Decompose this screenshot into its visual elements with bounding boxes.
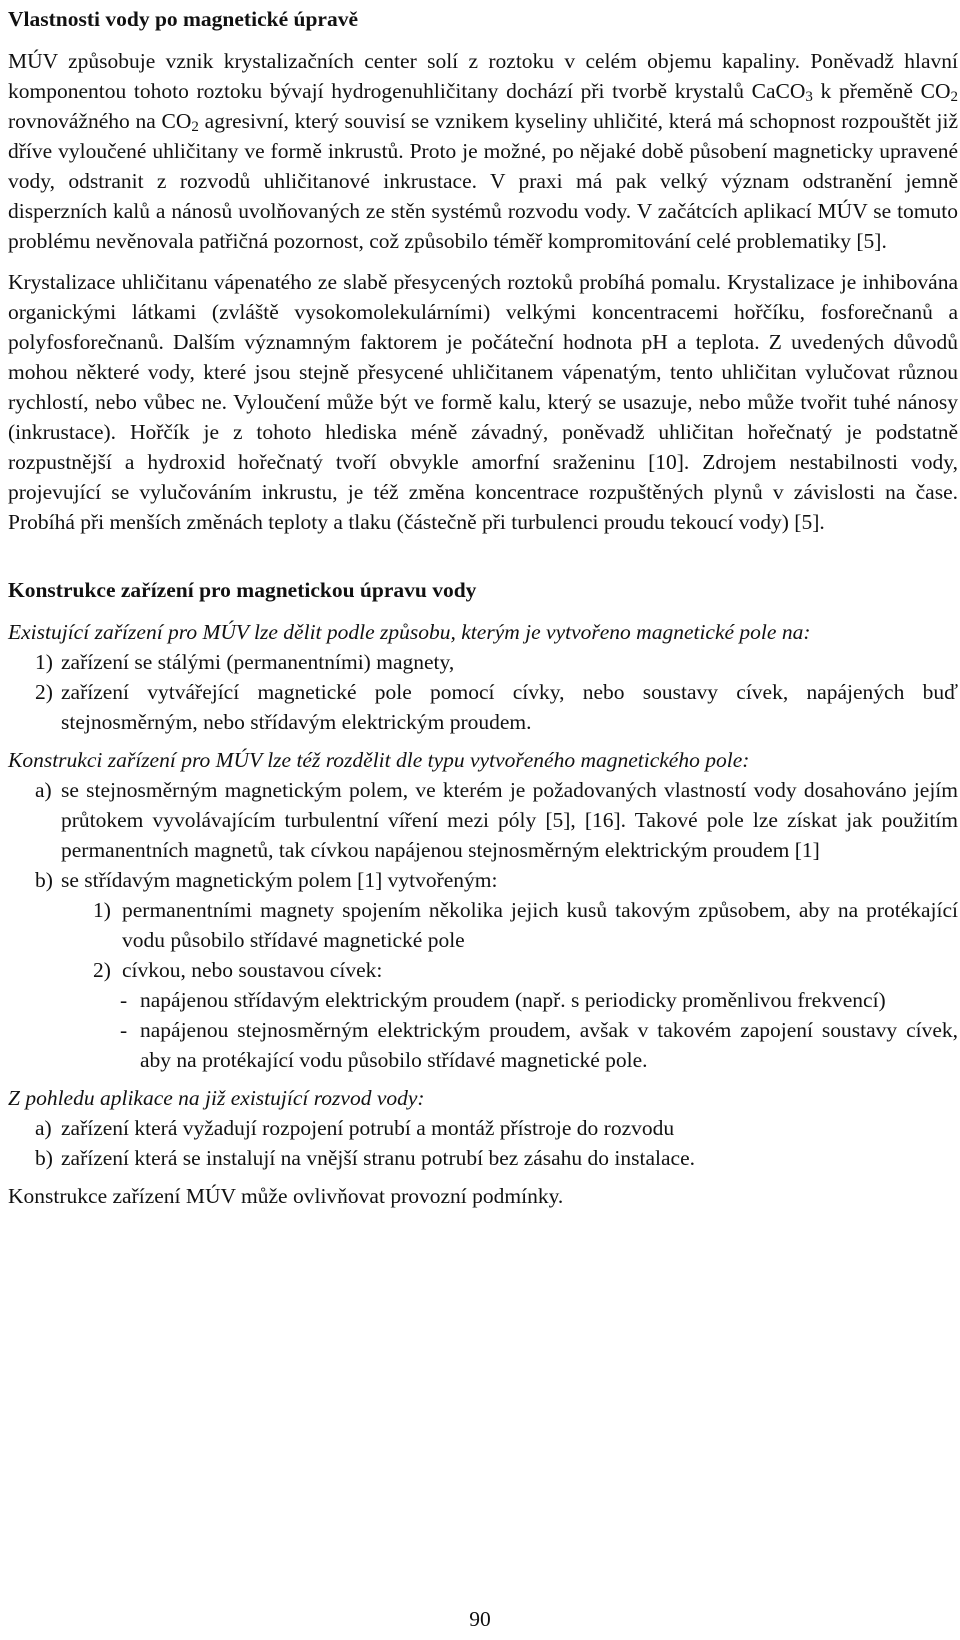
text-run: agresivní, který souvisí se vznikem kyseliny uhličité, která má schopnost rozpouštět již dříve vyloučené uhličitany ve formě inkrustů. Proto je možné, po nějaké době působení magneticky upravené vody, odstranit z rozvodů uhličitanové inkrustace. V praxi má pak velký význam odstranění jemně disperzních kalů a nánosů uvolňovaných ze stěn systémů rozvodu vody. V začátcích aplikací MÚV se tomuto problému nevěnovala patřičná pozornost, což způsobilo téměř kompromitování celé problematiky [5].	[8, 109, 958, 253]
list-field-source	[8, 647, 958, 737]
list-subitem	[8, 955, 958, 985]
paragraph-calcium-carbonate: Krystalizace uhličitanu vápenatého ze slabě přesycených roztoků probíhá pomalu. Krystalizace je inhibována organickými látkami (zvláště vysokomolekulárními) velkými koncentracemi hořčíku, fosforečnanů a polyfosforečnanů. Dalším významným faktorem je počáteční hodnota pH a teplota. Z uvedených důvodů mohou některé vody, které jsou stejně přesycené uhličitanem vápenatým, tento uhličitan vylučovat různou rychlostí, nebo vůbec ne. Vyloučení může být ve formě kalu, který se usazuje, nebo může tvořit tuhé nánosy (inkrustace). Hořčík je z tohoto hlediska méně závadný, poněvadž uhličitan hořečnatý je podstatně rozpustnější a hydroxid hořečnatý tvoří obvykle amorfní sraženinu [10]. Zdrojem nestabilnosti vody, projevující se vylučováním inkrustu, je též změna koncentrace rozpuštěných plynů v závislosti na čase. Probíhá při menších změnách teploty a tlaku (částečně při turbulenci proudu tekoucí vody) [5].	[8, 270, 958, 534]
list-item	[8, 647, 958, 677]
dash-marker: -	[120, 988, 128, 1012]
closing-sentence: Konstrukce zařízení MÚV může ovlivňovat provozní podmínky.	[8, 1184, 564, 1208]
list-marker: b)	[35, 1146, 53, 1170]
list-item-text: se stejnosměrným magnetickým polem, ve kterém je požadovaných vlastností vody dosahováno jejím průtokem vyvolávajícím turbulentní víření mezi póly [5], [16]. Takové pole lze získat jak použitím permanentních magnetů, tak cívkou napájenou stejnosměrným elektrickým proudem [1]	[61, 778, 958, 862]
list-marker: 1)	[93, 898, 111, 922]
list-item-text: zařízení která se instalují na vnější stranu potrubí bez zásahu do instalace.	[61, 1146, 696, 1170]
list-marker: 2)	[35, 680, 53, 704]
dash-marker: -	[120, 1018, 128, 1042]
list-subitem	[8, 895, 958, 955]
list-marker: b)	[35, 868, 53, 892]
paragraph-crystallization-centers	[8, 46, 958, 256]
list-item-text: zařízení se stálými (permanentními) magnety,	[61, 650, 455, 674]
list-item-text: napájenou střídavým elektrickým proudem (např. s periodicky proměnlivou frekvencí)	[140, 988, 886, 1012]
list-marker: a)	[35, 778, 52, 802]
list-field-type	[8, 775, 958, 1075]
document-page	[8, 4, 958, 1211]
section-heading-construction: Konstrukce zařízení pro magnetickou úpravu vody	[8, 578, 477, 602]
list-item	[8, 1113, 958, 1143]
list-application	[8, 1113, 958, 1173]
list-marker: 1)	[35, 650, 53, 674]
list-bullet-item	[8, 985, 958, 1015]
text-run: rovnovážného na CO	[8, 109, 192, 133]
text-run: MÚV způsobuje vznik krystalizačních center solí z roztoku v celém objemu kapaliny. Poněvadž hlavní komponentou tohoto roztoku bývají hydrogenuhličitany dochází při tvorbě krystalů CaCO	[8, 49, 958, 103]
list-item-text: se střídavým magnetickým polem [1] vytvořeným:	[61, 868, 498, 892]
list-marker: a)	[35, 1116, 52, 1140]
list-intro-field-source: Existující zařízení pro MÚV lze dělit podle způsobu, kterým je vytvořeno magnetické pole na:	[8, 620, 811, 644]
list-intro-application: Z pohledu aplikace na již existující rozvod vody:	[8, 1086, 425, 1110]
list-item-text: zařízení vytvářející magnetické pole pomocí cívky, nebo soustavy cívek, napájených buď stejnosměrným, nebo střídavým elektrickým proudem.	[61, 680, 958, 734]
subscript: 2	[191, 119, 199, 135]
list-item-text: napájenou stejnosměrným elektrickým proudem, avšak v takovém zapojení soustavy cívek, aby na protékající vodu působilo střídavé magnetické pole.	[140, 1018, 958, 1072]
section-heading-properties: Vlastnosti vody po magnetické úpravě	[8, 7, 358, 31]
page-number: 90	[469, 1607, 491, 1631]
subscript: 2	[950, 89, 958, 105]
list-item-text: permanentními magnety spojením několika jejich kusů takovým způsobem, aby na protékající vodu působilo střídavé magnetické pole	[122, 898, 958, 952]
list-item	[8, 865, 958, 895]
list-item	[8, 1143, 958, 1173]
list-bullet-item	[8, 1015, 958, 1075]
text-run: k přeměně CO	[812, 79, 951, 103]
subscript: 3	[805, 89, 813, 105]
list-item-text: zařízení která vyžadují rozpojení potrubí a montáž přístroje do rozvodu	[61, 1116, 675, 1140]
list-item	[8, 775, 958, 865]
list-item-text: cívkou, nebo soustavou cívek:	[122, 958, 383, 982]
list-marker: 2)	[93, 958, 111, 982]
list-item	[8, 677, 958, 737]
list-intro-field-type: Konstrukci zařízení pro MÚV lze též rozdělit dle typu vytvořeného magnetického pole:	[8, 748, 750, 772]
